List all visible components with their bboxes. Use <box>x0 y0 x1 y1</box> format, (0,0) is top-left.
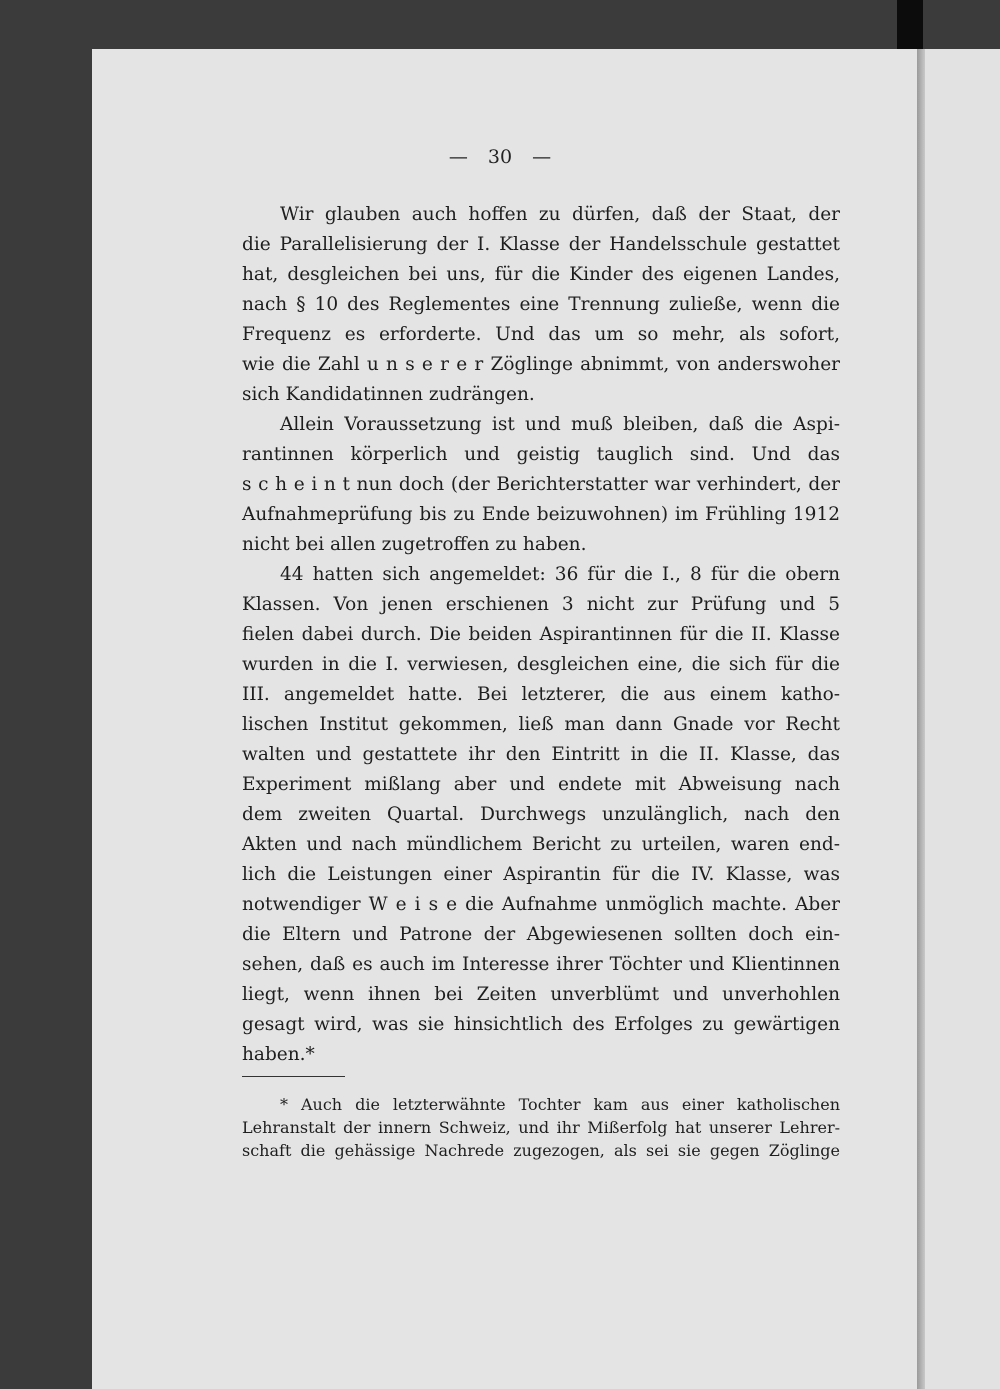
page-gutter <box>917 49 925 1389</box>
text-line: lich die Leistungen einer Aspirantin für die IV. Klasse, was <box>242 864 840 885</box>
text-line: nicht bei allen zugetroffen zu haben. <box>242 534 587 555</box>
adjacent-page-edge <box>925 49 1000 1389</box>
text-line: III. angemeldet hatte. Bei letzterer, die aus einem katho- <box>242 684 840 705</box>
text-line: lischen Institut gekommen, ließ man dann Gnade vor Recht <box>242 714 840 735</box>
footnote-line: * Auch die letzterwähnte Tochter kam aus einer katholischen <box>280 1095 840 1114</box>
text-line: Frequenz es erforderte. Und das um so mehr, als sofort, <box>242 324 840 345</box>
text-line: Allein Voraussetzung ist und muß bleiben, daß die Aspi- <box>280 414 840 435</box>
footnote-line: schaft die gehässige Nachrede zugezogen, als sei sie gegen Zöglinge <box>242 1141 840 1160</box>
text-line: s c h e i n t nun doch (der Berichterstatter war verhindert, der <box>242 474 840 495</box>
text-line: fielen dabei durch. Die beiden Aspirantinnen für die II. Klasse <box>242 624 840 645</box>
text-line: Experiment mißlang aber und endete mit Abweisung nach <box>242 774 840 795</box>
text-line: die Eltern und Patrone der Abgewiesenen sollten doch ein- <box>242 924 840 945</box>
text-line: Wir glauben auch hoffen zu dürfen, daß der Staat, der <box>280 204 840 225</box>
text-line: haben.* <box>242 1044 315 1065</box>
page-number: 30 <box>487 146 513 168</box>
text-line: wurden in die I. verwiesen, desgleichen eine, die sich für die <box>242 654 840 675</box>
binding-shadow <box>897 0 923 49</box>
text-line: nach § 10 des Reglementes eine Trennung zuließe, wenn die <box>242 294 840 315</box>
dash-right: — <box>532 146 552 168</box>
text-line: Klassen. Von jenen erschienen 3 nicht zur Prüfung und 5 <box>242 594 840 615</box>
text-line: Akten und nach mündlichem Bericht zu urteilen, waren end- <box>242 834 840 855</box>
text-line: liegt, wenn ihnen bei Zeiten unverblümt und unverhohlen <box>242 984 840 1005</box>
footnote-line: Lehranstalt der innern Schweiz, und ihr Mißerfolg hat unserer Lehrer- <box>242 1118 840 1137</box>
text-line: Aufnahmeprüfung bis zu Ende beizuwohnen) im Frühling 1912 <box>242 504 840 525</box>
dash-left: — <box>448 146 468 168</box>
text-line: hat, desgleichen bei uns, für die Kinder des eigenen Landes, <box>242 264 840 285</box>
text-line: dem zweiten Quartal. Durchwegs unzulänglich, nach den <box>242 804 840 825</box>
text-line: 44 hatten sich angemeldet: 36 für die I., 8 für die obern <box>280 564 840 585</box>
text-line: die Parallelisierung der I. Klasse der Handelsschule gestattet <box>242 234 840 255</box>
text-line: gesagt wird, was sie hinsichtlich des Erfolges zu gewärtigen <box>242 1014 840 1035</box>
text-line: rantinnen körperlich und geistig tauglich sind. Und das <box>242 444 840 465</box>
page-number-header <box>0 146 1000 168</box>
text-line: wie die Zahl u n s e r e r Zöglinge abnimmt, von anderswoher <box>242 354 840 375</box>
text-line: sich Kandidatinnen zudrängen. <box>242 384 535 405</box>
text-line: sehen, daß es auch im Interesse ihrer Töchter und Klientinnen <box>242 954 840 975</box>
footnote-rule <box>242 1076 345 1077</box>
text-line: notwendiger W e i s e die Aufnahme unmöglich machte. Aber <box>242 894 840 915</box>
text-line: walten und gestattete ihr den Eintritt in die II. Klasse, das <box>242 744 840 765</box>
